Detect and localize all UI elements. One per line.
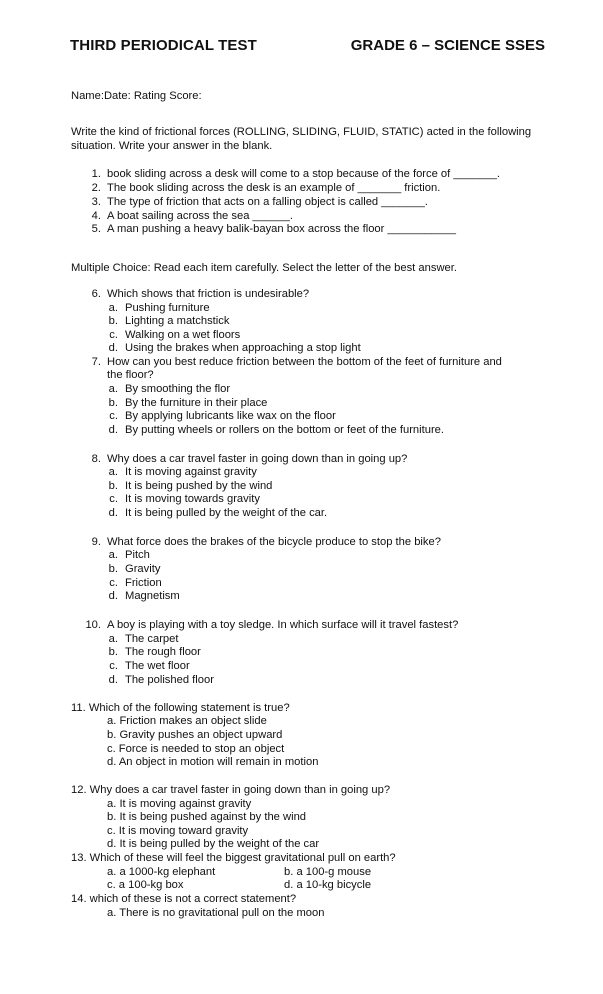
question-12: 12. Why does a car travel faster in going down than in going up?: [71, 784, 391, 796]
test-title: THIRD PERIODICAL TEST: [70, 37, 257, 54]
student-info-line: [71, 89, 541, 103]
choice: d. Using the brakes when approaching a stop light: [108, 342, 361, 354]
name-label: Name:: [71, 90, 104, 102]
choice: d. By putting wheels or rollers on the bottom or feet of the furniture.: [108, 424, 445, 436]
question-10: 10. A boy is playing with a toy sledge. In which surface will it travel fastest?: [85, 619, 459, 631]
question-9: 9. What force does the brakes of the bicycle produce to stop the bike?: [91, 536, 441, 548]
list-item: 2. The book sliding across the desk is an example of _______ friction.: [91, 182, 441, 194]
question-7-cont: the floor?: [107, 369, 154, 381]
list-item: 3. The type of friction that acts on a falling object is called _______.: [91, 196, 428, 208]
part1-instruction: Write the kind of frictional forces (ROLLING, SLIDING, FLUID, STATIC) acted in the following situation. Write your answer in the blank.: [71, 126, 532, 152]
part2-instruction: Multiple Choice: Read each item carefully. Select the letter of the best answer.: [71, 262, 457, 274]
choice: c. Friction: [109, 577, 162, 589]
subject-title: GRADE 6 – SCIENCE SSES: [350, 37, 545, 54]
date-label: Date:: [103, 90, 134, 102]
question-11: 11. Which of the following statement is true?: [71, 702, 290, 714]
choice: d. It is being pulled by the weight of the car.: [108, 507, 328, 519]
choice: c. It is moving towards gravity: [109, 493, 260, 505]
rating-label: Rating Score:: [133, 90, 202, 102]
question-14: 14. which of these is not a correct statement?: [71, 893, 297, 905]
list-item: 4. A boat sailing across the sea ______.: [91, 210, 293, 222]
choice: c. a 100-kg box: [107, 879, 184, 891]
choice: b. It is being pushed against by the wind: [107, 811, 307, 823]
choice: b. By the furniture in their place: [108, 397, 268, 409]
choice: b. The rough floor: [108, 646, 201, 658]
choice: b. It is being pushed by the wind: [108, 480, 273, 492]
choice: d. An object in motion will remain in motion: [107, 756, 319, 768]
choice: c. The wet floor: [109, 660, 190, 672]
choice: b. Gravity: [108, 563, 161, 575]
choice: c. It is moving toward gravity: [107, 825, 249, 837]
question-7: 7. How can you best reduce friction between the bottom of the feet of furniture and: [91, 356, 502, 368]
choice: a. It is moving against gravity: [108, 466, 257, 478]
choice: a. Pushing furniture: [108, 302, 210, 314]
choice: a. The carpet: [108, 633, 179, 645]
choice: d. Magnetism: [108, 590, 180, 602]
choice: a. It is moving against gravity: [107, 798, 252, 810]
list-item: 5. A man pushing a heavy balik-bayan box across the floor ___________: [91, 223, 456, 235]
choice: a. By smoothing the flor: [108, 383, 231, 395]
choice: d. It is being pulled by the weight of the car: [107, 838, 320, 850]
question-8: 8. Why does a car travel faster in going down than in going up?: [91, 453, 408, 465]
choice: c. Force is needed to stop an object: [107, 743, 285, 755]
choice: a. Pitch: [108, 549, 150, 561]
choice: a. Friction makes an object slide: [107, 715, 267, 727]
choice: b. Gravity pushes an object upward: [107, 729, 283, 741]
choice: d. a 10-kg bicycle: [284, 879, 372, 891]
choice: d. The polished floor: [108, 674, 214, 686]
question-13: 13. Which of these will feel the biggest gravitational pull on earth?: [71, 852, 396, 864]
choice: b. Lighting a matchstick: [108, 315, 230, 327]
choice: a. There is no gravitational pull on the moon: [107, 907, 325, 919]
choice: c. By applying lubricants like wax on the floor: [109, 410, 336, 422]
choice: a. a 1000-kg elephant: [107, 866, 216, 878]
question-6: 6. Which shows that friction is undesirable?: [91, 288, 310, 300]
list-item: 1. book sliding across a desk will come to a stop because of the force of _______.: [91, 168, 501, 180]
choice: b. a 100-g mouse: [284, 866, 372, 878]
header: [70, 37, 545, 57]
choice: c. Walking on a wet floors: [109, 329, 241, 341]
